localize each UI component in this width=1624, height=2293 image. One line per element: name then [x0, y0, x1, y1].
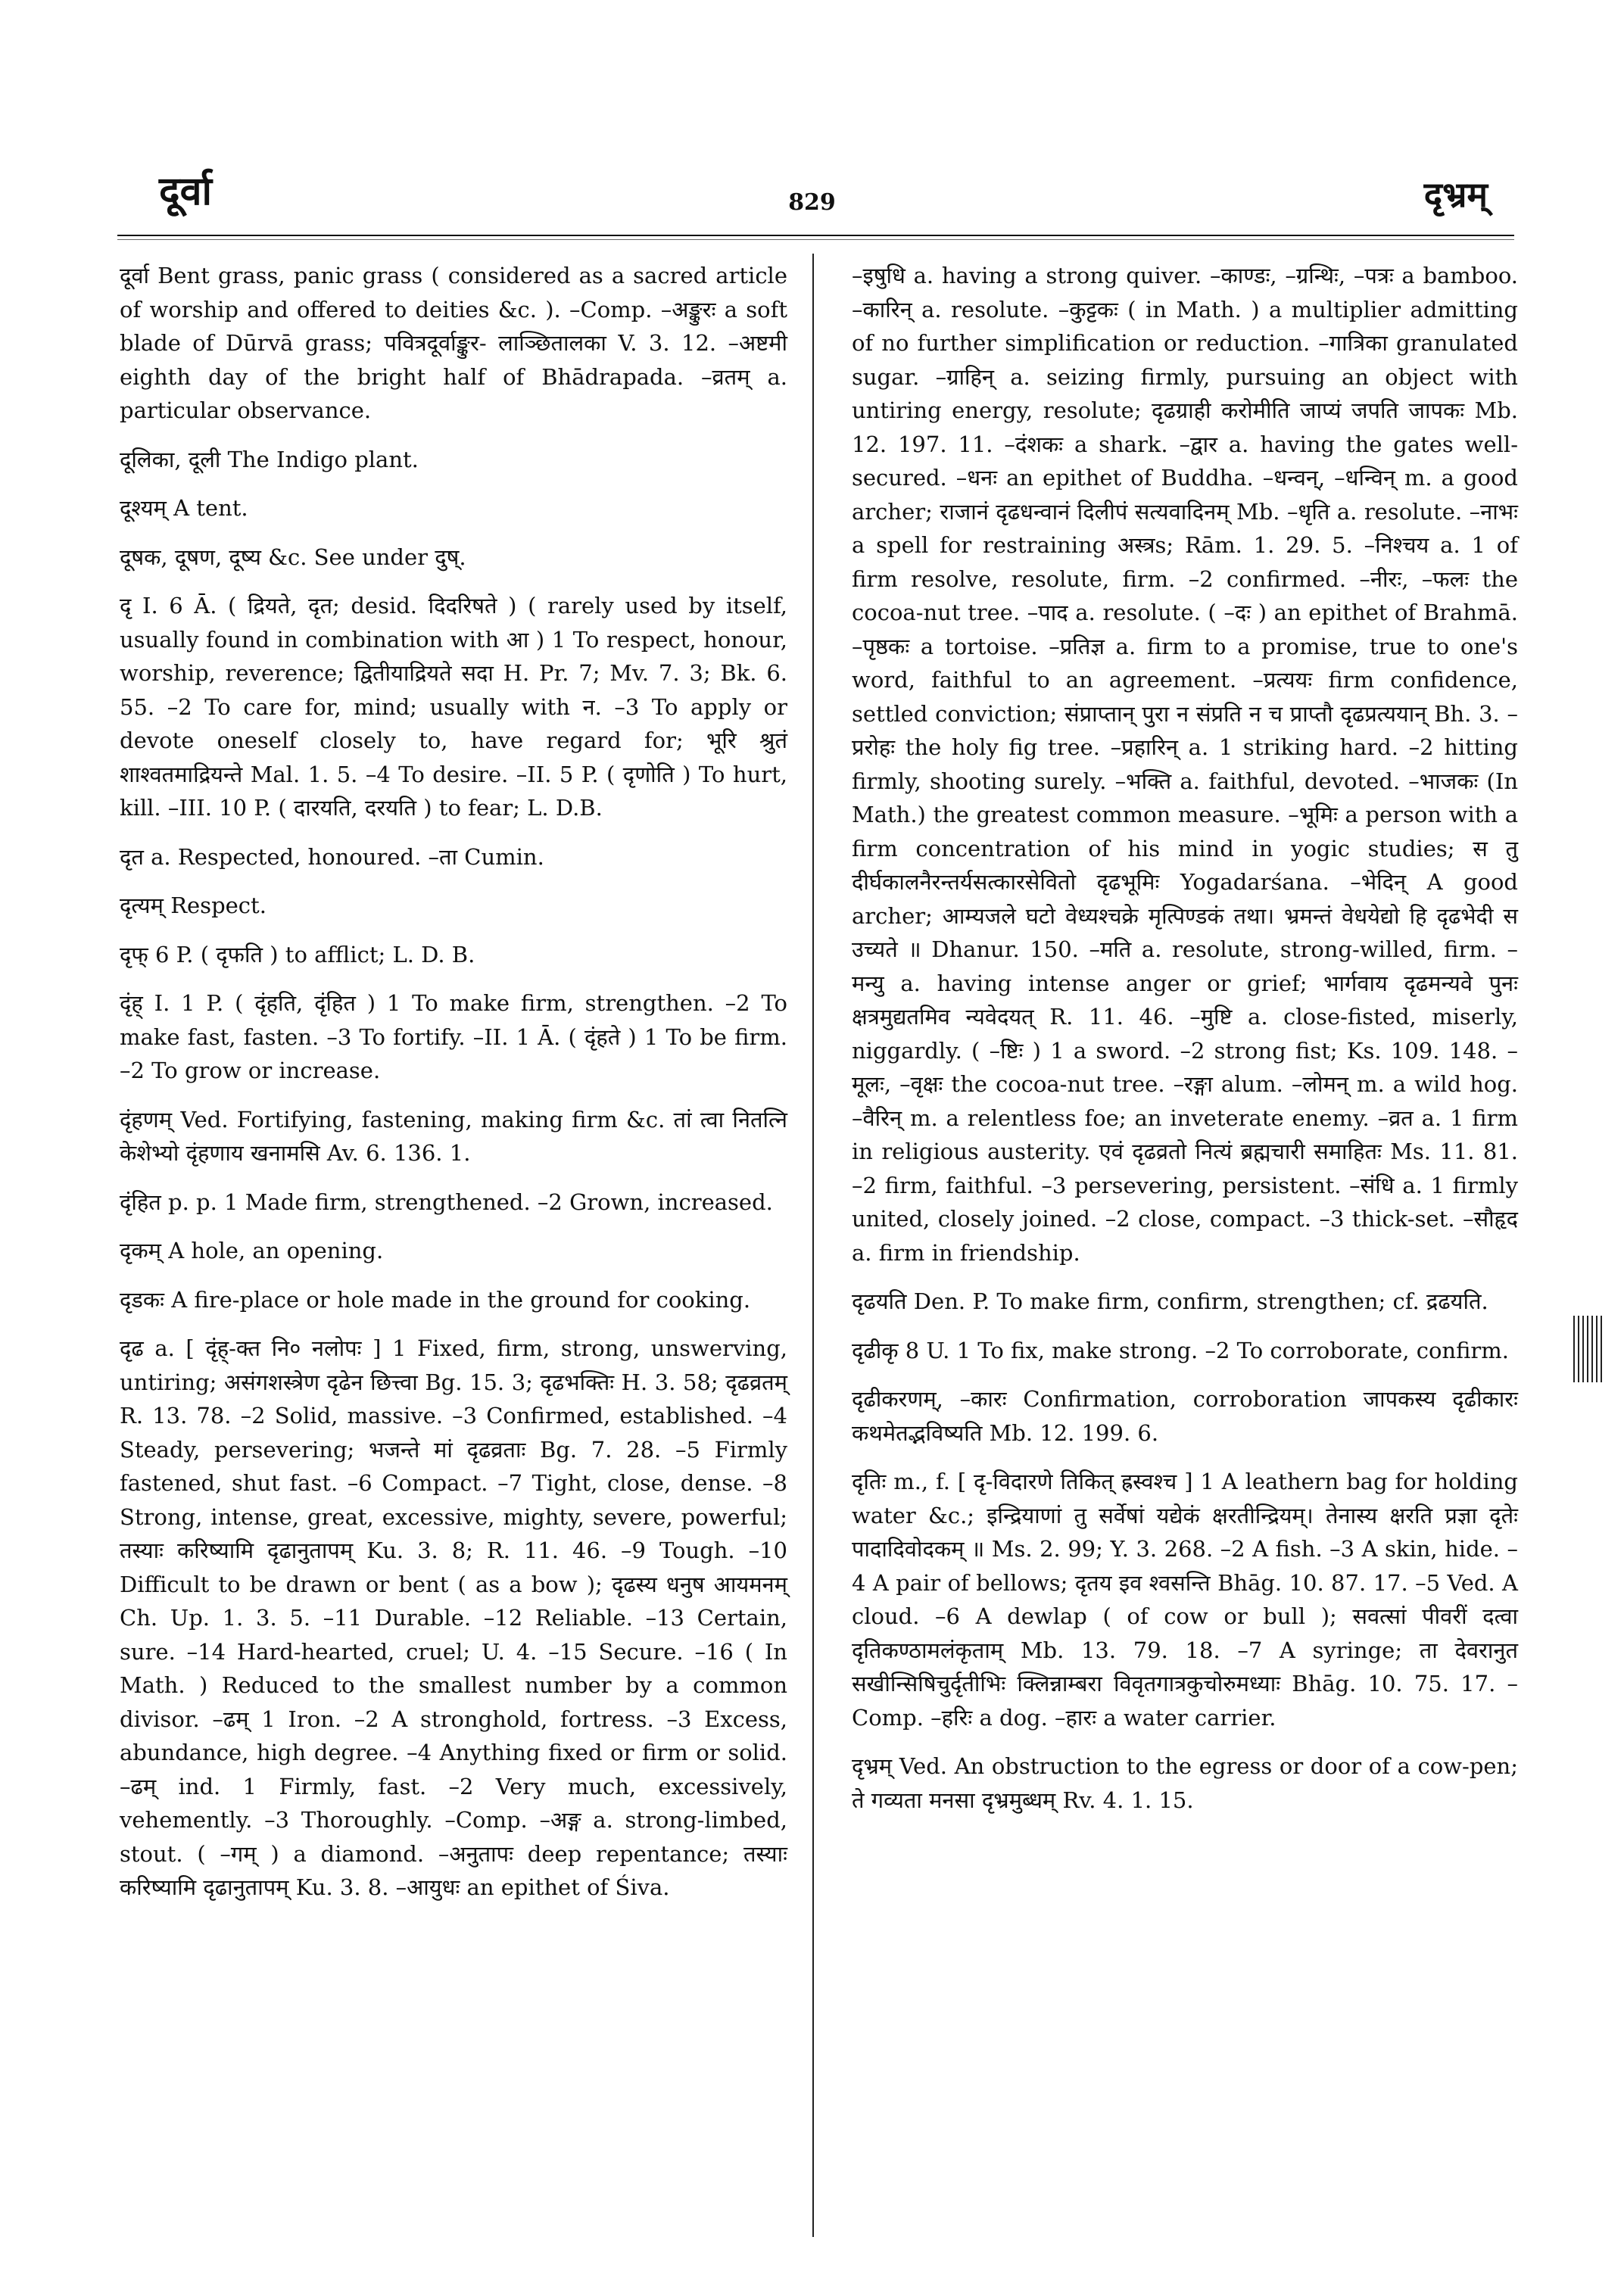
header-rule-thin: [117, 239, 1514, 240]
header-rule: [117, 235, 1514, 236]
right-guide-word: दृभ्रम्: [1423, 174, 1488, 215]
dictionary-entry: दृंहित p. p. 1 Made firm, strengthened. –2 Grown, increased.: [120, 1189, 773, 1215]
dictionary-entry: दृढयति Den. P. To make firm, confirm, strengthen; cf. द्रढयति.: [852, 1288, 1488, 1314]
dictionary-entry: –इषुधि a. having a strong quiver. –काण्डः, –ग्रन्थिः, –पत्रः a bamboo. –कारिन् a. resolute. –कुट्टकः ( in Math. ) a multiplier admitting of no further simplification or reduction. –गात्रिका granulated sugar. –ग्राहिन् a. seizing firmly, pursuing an object with untiring energy, resolute; दृढग्राही करोमीति जाप्यं जपति जापकः Mb. 12. 197. 11. –दंशकः a shark. –द्वार a. having the gates well-secured. –धनः an epithet of Buddha. –धन्वन्, –धन्विन् m. a good archer; राजानं दृढधन्वानं दिलीपं सत्यवादिनम् Mb. –धृति a. resolute. –नाभः a spell for restraining अस्त्रs; Rām. 1. 29. 5. –निश्चय a. 1 of firm resolve, resolute, firm. –2 confirmed. –नीरः, –फलः the cocoa-nut tree. –पाद a. resolute. ( –दः ) an epithet of Brahmā. –पृष्ठकः a tortoise. –प्रतिज्ञ a. firm to a promise, true to one's word, faithful to an agreement. –प्रत्ययः firm confidence, settled conviction; संप्राप्तान् पुरा न संप्रति न च प्राप्तौ दृढप्रत्ययान् Bh. 3. –प्ररोहः the holy fig tree. –प्रहारिन् a. 1 striking hard. –2 hitting firmly, shooting surely. –भक्ति a. faithful, devoted. –भाजकः (In Math.) the greatest common measure. –भूमिः a person with a firm concentration of his mind in yogic studies; स तु दीर्घकालनैरन्तर्यसत्कारसेवितो दृढभूमिः Yogadarśana. –भेदिन् A good archer; आम्यजले घटो वेध्यश्चक्रे मृत्पिण्डकं तथा। भ्रमन्तं वेधयेद्यो हि दृढभेदी स उच्यते ॥ Dhanur. 150. –मति a. resolute, strong-willed, firm. –मन्यु a. having intense anger or grief; भार्गवाय दृढमन्यवे पुनः क्षत्रमुद्यतमिव न्यवेदयत् R. 11. 46. –मुष्टि a. close-fisted, miserly, niggardly. ( –ष्टिः ) 1 a sword. –2 strong fist; Ks. 109. 148. –मूलः, –वृक्षः the cocoa-nut tree. –रङ्गा alum. –लोमन् m. a wild hog. –वैरिन् m. a relentless foe; an inveterate enemy. –व्रत a. 1 firm in religious austerity. एवं दृढव्रतो नित्यं ब्रह्मचारी समाहितः Ms. 11. 81. –2 firm, faithful. –3 persevering, persistent. –संधि a. 1 firmly united, closely joined. –2 close, compact. –3 thick-set. –सौहृद a. firm in friendship.: [852, 263, 1518, 1266]
dictionary-entry: दृढ a. [ दृंह्-क्त नि० नलोपः ] 1 Fixed, firm, strong, unswerving, untiring; असंगशस्त्रेण दृढेन छित्त्वा Bg. 15. 3; दृढभक्तिः H. 3. 58; दृढव्रतम् R. 13. 78. –2 Solid, massive. –3 Confirmed, established. –4 Steady, persevering; भजन्ते मां दृढव्रताः Bg. 7. 28. –5 Firmly fastened, shut fast. –6 Compact. –7 Tight, close, dense. –8 Strong, intense, great, excessive, mighty, severe, powerful; तस्याः करिष्यामि दृढानुतापम् Ku. 3. 8; R. 11. 46. –9 Tough. –10 Difficult to be drawn or bent ( as a bow ); दृढस्य धनुष आयमनम् Ch. Up. 1. 3. 5. –11 Durable. –12 Reliable. –13 Certain, sure. –14 Hard-hearted, cruel; U. 4. –15 Secure. –16 ( In Math. ) Reduced to the smallest number by a common divisor. –ढम् 1 Iron. –2 A stronghold, fortress. –3 Excess, abundance, high degree. –4 Anything fixed or firm or solid. –ढम् ind. 1 Firmly, fast. –2 Very much, excessively, vehemently. –3 Thoroughly. –Comp. –अङ्ग a. strong-limbed, stout. ( –गम् ) a diamond. –अनुतापः deep repentance; तस्याः करिष्यामि दृढानुतापम् Ku. 3. 8. –आयुधः an epithet of Śiva.: [120, 1335, 787, 1900]
dictionary-entry: दृत a. Respected, honoured. –ता Cumin.: [120, 843, 544, 870]
dictionary-entry: दूलिका, दूली The Indigo plant.: [120, 446, 419, 472]
dictionary-entry: दृत्यम् Respect.: [120, 893, 267, 918]
dictionary-entry: दृंह् I. 1 P. ( दृंहति, दृंहित ) 1 To make firm, strengthen. –2 To make fast, fasten. –3 To fortify. –II. 1 Ā. ( दृंहते ) 1 To be firm. –2 To grow or increase.: [120, 990, 787, 1083]
right-column: [852, 259, 1518, 1832]
left-column: [120, 259, 787, 1920]
dictionary-entry: दूश्यम् A tent.: [120, 495, 248, 521]
dictionary-entry: दूषक, दूषण, दूष्य &c. See under दुष्.: [120, 544, 466, 570]
dictionary-entry: दृतिः m., f. [ दृ-विदारणे तिकित् ह्रस्वश्च ] 1 A leathern bag for holding water &c.; इन्द्रियाणां तु सर्वेषां यद्येकं क्षरतीन्द्रियम्। तेनास्य क्षरति प्रज्ञा दृतेः पादादिवोदकम् ॥ Ms. 2. 99; Y. 3. 268. –2 A fish. –3 A skin, hide. –4 A pair of bellows; दृतय इव श्वसन्ति Bhāg. 10. 87. 17. –5 Ved. A cloud. –6 A dewlap ( of cow or bull ); सवत्सां पीवरीं दत्वा दृतिकण्ठामलंकृताम् Mb. 13. 79. 18. –7 A syringe; ता देवरानुत सखीन्सिषिचुर्दृतीभिः क्लिन्नाम्बरा विवृतगात्रकुचोरुमध्याः Bhāg. 10. 75. 17. –Comp. –हरिः a dog. –हारः a water carrier.: [852, 1469, 1518, 1731]
dictionary-entry: दृकम् A hole, an opening.: [120, 1238, 384, 1263]
left-guide-word: दूर्वा: [159, 168, 212, 214]
page-number: 829: [788, 189, 836, 216]
dictionary-entry: दृ I. 6 Ā. ( द्रियते, दृत; desid. दिदरिषते ) ( rarely used by itself, usually found in combination with आ ) 1 To respect, honour, worship, reverence; द्वितीयाद्रियते सदा H. Pr. 7; Mv. 7. 3; Bk. 6. 55. –2 To care for, mind; usually with न. –3 To apply or devote oneself closely to, have regard for; भूरि श्रुतं शाश्वतमाद्रियन्ते Mal. 1. 5. –4 To desire. –II. 5 P. ( दृणोति ) To hurt, kill. –III. 10 P. ( दारयति, दरयति ) to fear; L. D.B.: [120, 593, 787, 821]
dictionary-entry: दृढीकरणम्, –कारः Confirmation, corroboration जापकस्य दृढीकारः कथमेतद्भविष्यति Mb. 12. 199. 6.: [852, 1386, 1518, 1446]
page-header: [114, 148, 1510, 231]
scan-margin-mark: [1573, 1316, 1604, 1382]
dictionary-entry: दृडकः A fire-place or hole made in the ground for cooking.: [120, 1286, 751, 1313]
dictionary-entry: दृभ्रम् Ved. An obstruction to the egress or door of a cow-pen; ते गव्यता मनसा दृभ्रमुब्धम् Rv. 4. 1. 15.: [852, 1753, 1518, 1813]
dictionary-entry: दृढीकृ 8 U. 1 To fix, make strong. –2 To corroborate, confirm.: [852, 1337, 1510, 1363]
dictionary-entry: दूर्वा Bent grass, panic grass ( considered as a sacred article of worship and offered to deities &c. ). –Comp. –अङ्कुरः a soft blade of Dūrvā grass; पवित्रदूर्वाङ्कुर- लाञ्छितालका V. 3. 12. –अष्टमी eighth day of the bright half of Bhādrapada. –व्रतम् a. particular observance.: [120, 263, 787, 423]
dictionary-entry: दृफ् 6 P. ( दृफति ) to afflict; L. D. B.: [120, 941, 475, 967]
dictionary-entry: दृंहणम् Ved. Fortifying, fastening, making firm &c. तां त्वा नितत्नि केशेभ्यो दृंहणाय खनामसि Av. 6. 136. 1.: [120, 1106, 787, 1166]
column-divider: [812, 254, 814, 2237]
